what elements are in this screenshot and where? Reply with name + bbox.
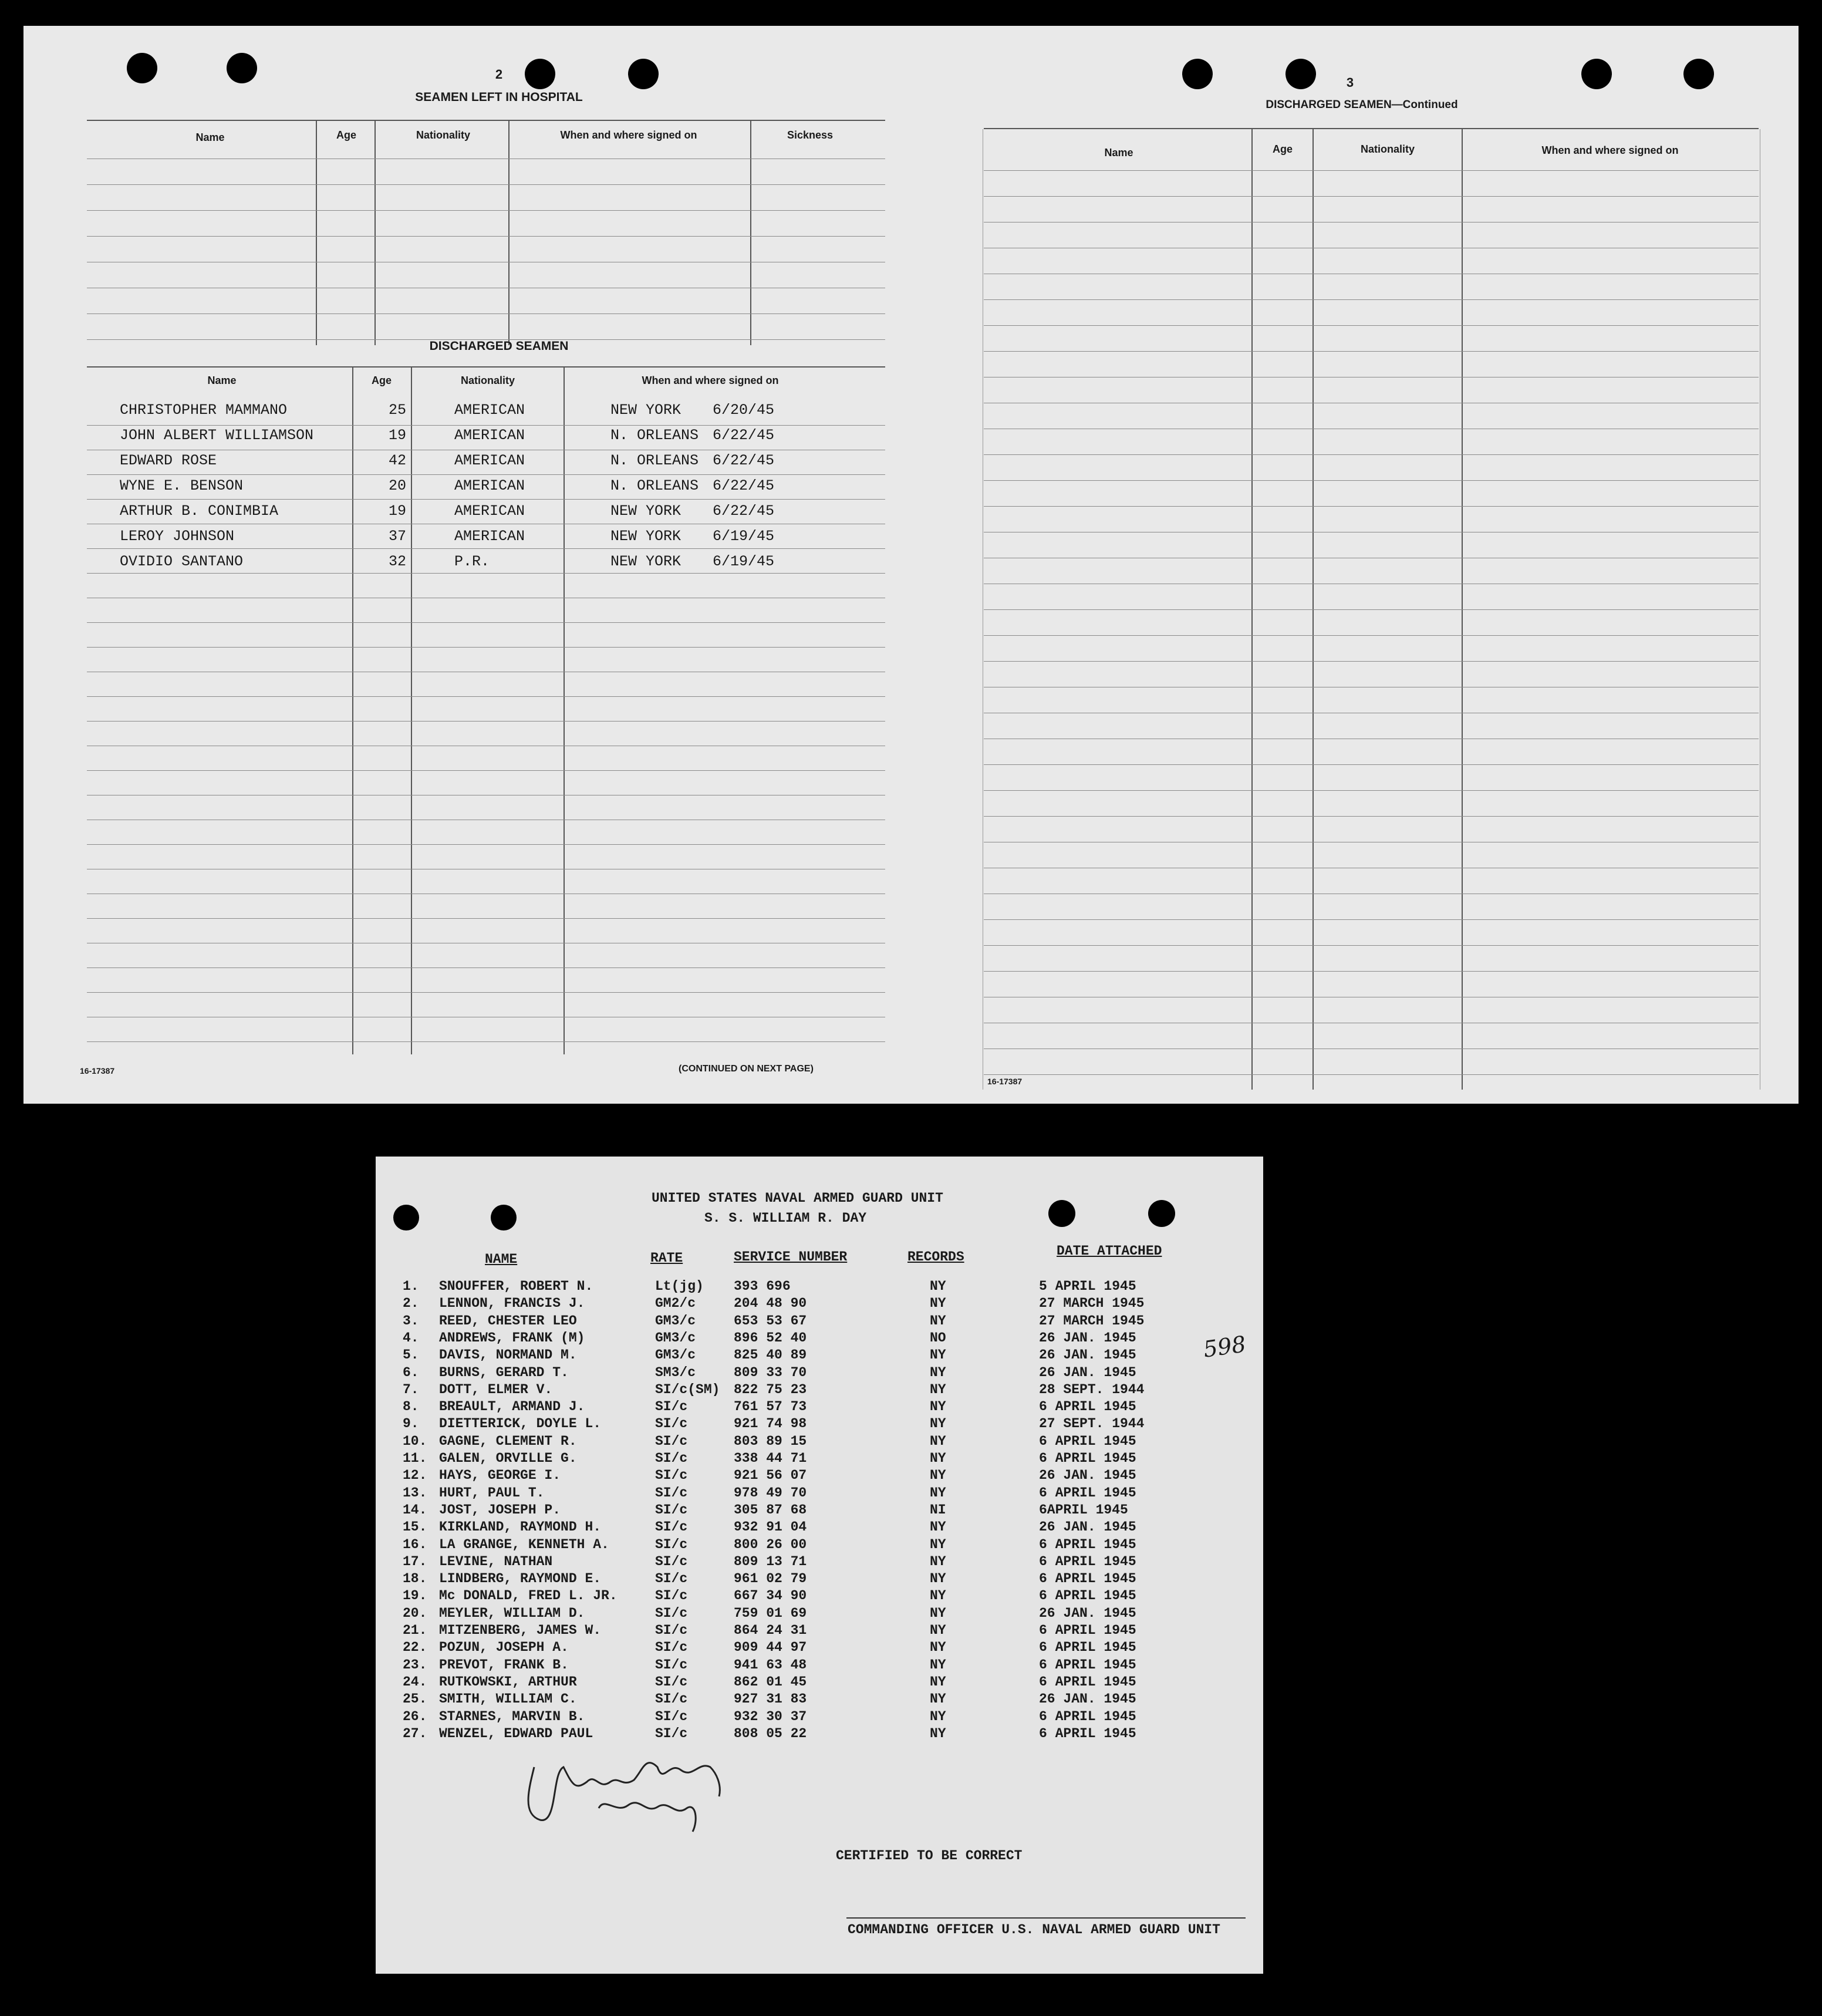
row-number: 15. bbox=[403, 1519, 427, 1535]
col-header-nationality: Nationality bbox=[1360, 143, 1415, 155]
seaman-name: LEROY JOHNSON bbox=[120, 528, 235, 545]
crew-records: NY bbox=[930, 1726, 946, 1741]
ledger-rule bbox=[87, 647, 885, 648]
ledger-rule bbox=[984, 764, 1759, 765]
crew-rate: SI/c bbox=[655, 1537, 688, 1552]
crew-rate: SM3/c bbox=[655, 1365, 696, 1380]
row-number: 23. bbox=[403, 1657, 427, 1673]
crew-rate: SI/c bbox=[655, 1485, 688, 1501]
crew-date-attached: 6 APRIL 1945 bbox=[1039, 1451, 1136, 1466]
row-number: 10. bbox=[403, 1434, 427, 1449]
crew-date-attached: 6 APRIL 1945 bbox=[1039, 1485, 1136, 1501]
crew-name: GALEN, ORVILLE G. bbox=[439, 1451, 577, 1466]
seaman-signed-date: 6/19/45 bbox=[713, 528, 775, 545]
crew-records: NY bbox=[930, 1399, 946, 1414]
row-number: 26. bbox=[403, 1709, 427, 1724]
col-header-service-number: SERVICE NUMBER bbox=[734, 1249, 848, 1265]
crew-service-number: 305 87 68 bbox=[734, 1502, 807, 1518]
crew-records: NY bbox=[930, 1674, 946, 1690]
crew-records: NY bbox=[930, 1313, 946, 1329]
ledger-rule bbox=[984, 945, 1759, 946]
crew-records: NY bbox=[930, 1537, 946, 1552]
ledger-rule bbox=[87, 721, 885, 722]
ledger-rule bbox=[984, 506, 1759, 507]
crew-rate: SI/c bbox=[655, 1691, 688, 1707]
crew-rate: SI/c bbox=[655, 1554, 688, 1569]
ledger-rule bbox=[87, 622, 885, 623]
crew-date-attached: 6 APRIL 1945 bbox=[1039, 1434, 1136, 1449]
seaman-nationality: AMERICAN bbox=[454, 452, 525, 469]
seaman-age: 37 bbox=[389, 528, 407, 545]
ledger-rule bbox=[984, 1074, 1759, 1075]
crew-records: NY bbox=[930, 1416, 946, 1431]
crew-records: NY bbox=[930, 1296, 946, 1311]
crew-rate: SI/c bbox=[655, 1399, 688, 1414]
row-number: 4. bbox=[403, 1330, 419, 1346]
crew-rate: SI/c bbox=[655, 1416, 688, 1431]
row-number: 2. bbox=[403, 1296, 419, 1311]
crew-records: NY bbox=[930, 1691, 946, 1707]
crew-date-attached: 26 JAN. 1945 bbox=[1039, 1347, 1136, 1363]
ledger-rule bbox=[984, 816, 1759, 817]
row-number: 17. bbox=[403, 1554, 427, 1569]
crew-name: STARNES, MARVIN B. bbox=[439, 1709, 585, 1724]
row-number: 16. bbox=[403, 1537, 427, 1552]
crew-name: MEYLER, WILLIAM D. bbox=[439, 1606, 585, 1621]
seaman-name: CHRISTOPHER MAMMANO bbox=[120, 402, 288, 419]
crew-rate: SI/c bbox=[655, 1606, 688, 1621]
ledger-rule bbox=[984, 351, 1759, 352]
crew-date-attached: 6 APRIL 1945 bbox=[1039, 1554, 1136, 1569]
crew-records: NY bbox=[930, 1623, 946, 1638]
crew-rate: SI/c bbox=[655, 1451, 688, 1466]
page-left bbox=[23, 26, 916, 1104]
crew-date-attached: 6 APRIL 1945 bbox=[1039, 1657, 1136, 1673]
col-header-age: Age bbox=[336, 129, 356, 141]
ledger-rule bbox=[984, 480, 1759, 481]
crew-name: JOST, JOSEPH P. bbox=[439, 1502, 561, 1518]
col-header-name: Name bbox=[1104, 147, 1133, 159]
crew-date-attached: 6 APRIL 1945 bbox=[1039, 1709, 1136, 1724]
crew-rate: SI/c bbox=[655, 1502, 688, 1518]
ledger-rule bbox=[984, 790, 1759, 791]
crew-rate: GM3/c bbox=[655, 1313, 696, 1329]
crew-service-number: 761 57 73 bbox=[734, 1399, 807, 1414]
crew-name: Mc DONALD, FRED L. JR. bbox=[439, 1588, 618, 1603]
ledger-rule bbox=[984, 661, 1759, 662]
crew-date-attached: 6 APRIL 1945 bbox=[1039, 1537, 1136, 1552]
roster-subtitle: S. S. WILLIAM R. DAY bbox=[704, 1211, 867, 1226]
crew-rate: SI/c bbox=[655, 1623, 688, 1638]
crew-records: NY bbox=[930, 1657, 946, 1673]
crew-date-attached: 6 APRIL 1945 bbox=[1039, 1674, 1136, 1690]
col-header-signed-on: When and where signed on bbox=[1541, 144, 1679, 156]
seaman-signed-place: NEW YORK bbox=[610, 402, 681, 419]
seaman-age: 20 bbox=[389, 477, 407, 494]
col-header-signed-on: When and where signed on bbox=[642, 375, 779, 386]
crew-service-number: 932 91 04 bbox=[734, 1519, 807, 1535]
ledger-rule bbox=[984, 919, 1759, 920]
ledger-rule bbox=[984, 196, 1759, 197]
crew-date-attached: 6 APRIL 1945 bbox=[1039, 1588, 1136, 1603]
row-number: 6. bbox=[403, 1365, 419, 1380]
crew-service-number: 653 53 67 bbox=[734, 1313, 807, 1329]
row-number: 21. bbox=[403, 1623, 427, 1638]
row-number: 3. bbox=[403, 1313, 419, 1329]
crew-service-number: 927 31 83 bbox=[734, 1691, 807, 1707]
crew-service-number: 862 01 45 bbox=[734, 1674, 807, 1690]
crew-date-attached: 26 JAN. 1945 bbox=[1039, 1606, 1136, 1621]
crew-service-number: 909 44 97 bbox=[734, 1640, 807, 1655]
crew-records: NY bbox=[930, 1365, 946, 1380]
crew-name: REED, CHESTER LEO bbox=[439, 1313, 577, 1329]
crew-name: BURNS, GERARD T. bbox=[439, 1365, 569, 1380]
crew-date-attached: 27 MARCH 1945 bbox=[1039, 1313, 1145, 1329]
row-number: 20. bbox=[403, 1606, 427, 1621]
seaman-age: 42 bbox=[389, 452, 407, 469]
crew-name: LEVINE, NATHAN bbox=[439, 1554, 553, 1569]
seaman-age: 32 bbox=[389, 553, 407, 570]
crew-name: DIETTERICK, DOYLE L. bbox=[439, 1416, 602, 1431]
commanding-officer-line: COMMANDING OFFICER U.S. NAVAL ARMED GUARD UNIT bbox=[848, 1922, 1220, 1937]
row-number: 7. bbox=[403, 1382, 419, 1397]
crew-date-attached: 27 MARCH 1945 bbox=[1039, 1296, 1145, 1311]
crew-date-attached: 6 APRIL 1945 bbox=[1039, 1623, 1136, 1638]
ledger-rule bbox=[87, 425, 885, 426]
crew-date-attached: 26 JAN. 1945 bbox=[1039, 1468, 1136, 1483]
seaman-signed-date: 6/19/45 bbox=[713, 553, 775, 570]
crew-service-number: 941 63 48 bbox=[734, 1657, 807, 1673]
crew-name: PREVOT, FRANK B. bbox=[439, 1657, 569, 1673]
crew-name: LENNON, FRANCIS J. bbox=[439, 1296, 585, 1311]
ledger-rule bbox=[984, 609, 1759, 610]
ledger-rule bbox=[87, 474, 885, 475]
crew-rate: SI/c bbox=[655, 1588, 688, 1603]
seaman-signed-date: 6/20/45 bbox=[713, 402, 775, 419]
col-header-sickness: Sickness bbox=[787, 129, 834, 141]
crew-date-attached: 26 JAN. 1945 bbox=[1039, 1691, 1136, 1707]
crew-date-attached: 6 APRIL 1945 bbox=[1039, 1726, 1136, 1741]
crew-rate: SI/c bbox=[655, 1674, 688, 1690]
crew-name: BREAULT, ARMAND J. bbox=[439, 1399, 585, 1414]
crew-date-attached: 5 APRIL 1945 bbox=[1039, 1279, 1136, 1294]
seaman-age: 25 bbox=[389, 402, 407, 419]
margin-note: 598 bbox=[1202, 1331, 1248, 1363]
crew-rate: Lt(jg) bbox=[655, 1279, 704, 1294]
row-number: 1. bbox=[403, 1279, 419, 1294]
row-number: 19. bbox=[403, 1588, 427, 1603]
seaman-signed-date: 6/22/45 bbox=[713, 427, 775, 444]
ledger-rule bbox=[87, 499, 885, 500]
crew-rate: SI/c bbox=[655, 1726, 688, 1741]
crew-records: NY bbox=[930, 1588, 946, 1603]
punch-hole bbox=[393, 1205, 419, 1230]
officer-signature bbox=[517, 1749, 740, 1840]
row-number: 5. bbox=[403, 1347, 419, 1363]
ledger-rule bbox=[87, 696, 885, 697]
ledger-rule bbox=[87, 844, 885, 845]
crew-records: NY bbox=[930, 1554, 946, 1569]
page-number: 3 bbox=[1346, 75, 1354, 90]
roster-title: UNITED STATES NAVAL ARMED GUARD UNIT bbox=[652, 1191, 943, 1206]
seaman-nationality: AMERICAN bbox=[454, 503, 525, 520]
row-number: 13. bbox=[403, 1485, 427, 1501]
ledger-rule bbox=[87, 967, 885, 968]
crew-rate: SI/c bbox=[655, 1519, 688, 1535]
crew-name: POZUN, JOSEPH A. bbox=[439, 1640, 569, 1655]
crew-name: SMITH, WILLIAM C. bbox=[439, 1691, 577, 1707]
seaman-nationality: AMERICAN bbox=[454, 427, 525, 444]
crew-records: NY bbox=[930, 1709, 946, 1724]
crew-service-number: 978 49 70 bbox=[734, 1485, 807, 1501]
seaman-name: JOHN ALBERT WILLIAMSON bbox=[120, 427, 314, 444]
crew-records: NY bbox=[930, 1382, 946, 1397]
seaman-name: EDWARD ROSE bbox=[120, 452, 217, 469]
crew-records: NY bbox=[930, 1434, 946, 1449]
crew-name: ANDREWS, FRANK (M) bbox=[439, 1330, 585, 1346]
ledger-rule bbox=[87, 573, 885, 574]
crew-records: NY bbox=[930, 1571, 946, 1586]
row-number: 22. bbox=[403, 1640, 427, 1655]
crew-name: SNOUFFER, ROBERT N. bbox=[439, 1279, 593, 1294]
crew-rate: SI/c bbox=[655, 1434, 688, 1449]
crew-service-number: 822 75 23 bbox=[734, 1382, 807, 1397]
punch-hole bbox=[491, 1205, 517, 1230]
seaman-name: ARTHUR B. CONIMBIA bbox=[120, 503, 279, 520]
col-header-nationality: Nationality bbox=[460, 375, 515, 386]
crew-records: NY bbox=[930, 1347, 946, 1363]
col-header-records: RECORDS bbox=[907, 1249, 964, 1265]
crew-name: HURT, PAUL T. bbox=[439, 1485, 545, 1501]
crew-rate: SI/c bbox=[655, 1571, 688, 1586]
crew-service-number: 932 30 37 bbox=[734, 1709, 807, 1724]
seaman-age: 19 bbox=[389, 503, 407, 520]
seaman-signed-date: 6/22/45 bbox=[713, 503, 775, 520]
crew-date-attached: 26 JAN. 1945 bbox=[1039, 1365, 1136, 1380]
row-number: 14. bbox=[403, 1502, 427, 1518]
crew-rate: SI/c bbox=[655, 1468, 688, 1483]
crew-records: NY bbox=[930, 1485, 946, 1501]
punch-hole bbox=[1148, 1200, 1175, 1227]
ledger-rule bbox=[87, 992, 885, 993]
seaman-nationality: AMERICAN bbox=[454, 477, 525, 494]
continued-note: (CONTINUED ON NEXT PAGE) bbox=[679, 1064, 814, 1074]
crew-records: NY bbox=[930, 1640, 946, 1655]
right-section-title: DISCHARGED SEAMEN—Continued bbox=[1266, 99, 1458, 111]
crew-name: LA GRANGE, KENNETH A. bbox=[439, 1537, 609, 1552]
form-number: 16-17387 bbox=[80, 1066, 115, 1076]
crew-service-number: 338 44 71 bbox=[734, 1451, 807, 1466]
certified-statement: CERTIFIED TO BE CORRECT bbox=[836, 1848, 1023, 1863]
seaman-name: WYNE E. BENSON bbox=[120, 477, 244, 494]
seaman-age: 19 bbox=[389, 427, 407, 444]
crew-service-number: 809 13 71 bbox=[734, 1554, 807, 1569]
logbook-spread bbox=[23, 26, 1799, 1104]
col-header-date-attached: DATE ATTACHED bbox=[1057, 1243, 1162, 1259]
crew-date-attached: 28 SEPT. 1944 bbox=[1039, 1382, 1145, 1397]
seaman-nationality: AMERICAN bbox=[454, 402, 525, 419]
ledger-rule bbox=[984, 635, 1759, 636]
crew-name: DAVIS, NORMAND M. bbox=[439, 1347, 577, 1363]
crew-service-number: 896 52 40 bbox=[734, 1330, 807, 1346]
col-header-age: Age bbox=[1272, 143, 1293, 155]
crew-rate: GM3/c bbox=[655, 1330, 696, 1346]
ledger-rule bbox=[984, 454, 1759, 455]
crew-name: DOTT, ELMER V. bbox=[439, 1382, 553, 1397]
crew-service-number: 808 05 22 bbox=[734, 1726, 807, 1741]
row-number: 27. bbox=[403, 1726, 427, 1741]
crew-service-number: 961 02 79 bbox=[734, 1571, 807, 1586]
crew-date-attached: 6 APRIL 1945 bbox=[1039, 1399, 1136, 1414]
row-number: 11. bbox=[403, 1451, 427, 1466]
crew-date-attached: 27 SEPT. 1944 bbox=[1039, 1416, 1145, 1431]
seaman-signed-place: N. ORLEANS bbox=[610, 477, 699, 494]
crew-service-number: 809 33 70 bbox=[734, 1365, 807, 1380]
crew-name: KIRKLAND, RAYMOND H. bbox=[439, 1519, 602, 1535]
crew-records: NY bbox=[930, 1451, 946, 1466]
crew-records: NY bbox=[930, 1279, 946, 1294]
punch-hole bbox=[1048, 1200, 1075, 1227]
crew-records: NO bbox=[930, 1330, 946, 1346]
page-number: 2 bbox=[495, 67, 503, 82]
crew-records: NY bbox=[930, 1468, 946, 1483]
ledger-rule bbox=[984, 299, 1759, 300]
col-header-name: Name bbox=[207, 375, 237, 386]
ledger-rule bbox=[984, 325, 1759, 326]
crew-name: MITZENBERG, JAMES W. bbox=[439, 1623, 602, 1638]
ledger-rule bbox=[87, 918, 885, 919]
crew-records: NI bbox=[930, 1502, 946, 1518]
crew-rate: SI/c bbox=[655, 1709, 688, 1724]
crew-service-number: 803 89 15 bbox=[734, 1434, 807, 1449]
col-header-signed-on: When and where signed on bbox=[560, 129, 697, 141]
ledger-rule bbox=[87, 548, 885, 549]
crew-service-number: 921 74 98 bbox=[734, 1416, 807, 1431]
crew-date-attached: 6 APRIL 1945 bbox=[1039, 1640, 1136, 1655]
col-header-name: NAME bbox=[485, 1252, 518, 1267]
crew-service-number: 204 48 90 bbox=[734, 1296, 807, 1311]
discharged-section-title: DISCHARGED SEAMEN bbox=[429, 339, 569, 353]
crew-date-attached: 26 JAN. 1945 bbox=[1039, 1519, 1136, 1535]
seaman-signed-date: 6/22/45 bbox=[713, 477, 775, 494]
crew-name: LINDBERG, RAYMOND E. bbox=[439, 1571, 602, 1586]
armed-guard-roster bbox=[376, 1157, 1263, 1974]
crew-service-number: 864 24 31 bbox=[734, 1623, 807, 1638]
crew-service-number: 759 01 69 bbox=[734, 1606, 807, 1621]
ledger-rule bbox=[984, 971, 1759, 972]
crew-rate: SI/c bbox=[655, 1640, 688, 1655]
col-header-age: Age bbox=[371, 375, 392, 386]
hospital-section-title: SEAMEN LEFT IN HOSPITAL bbox=[415, 90, 583, 104]
seaman-signed-place: NEW YORK bbox=[610, 553, 681, 570]
seaman-signed-date: 6/22/45 bbox=[713, 452, 775, 469]
seaman-nationality: P.R. bbox=[454, 553, 490, 570]
col-header-name: Name bbox=[195, 132, 225, 143]
seaman-name: OVIDIO SANTANO bbox=[120, 553, 244, 570]
col-header-rate: RATE bbox=[650, 1250, 683, 1266]
crew-service-number: 921 56 07 bbox=[734, 1468, 807, 1483]
row-number: 8. bbox=[403, 1399, 419, 1414]
seaman-signed-place: NEW YORK bbox=[610, 503, 681, 520]
seaman-signed-place: N. ORLEANS bbox=[610, 452, 699, 469]
crew-date-attached: 6APRIL 1945 bbox=[1039, 1502, 1128, 1518]
crew-name: GAGNE, CLEMENT R. bbox=[439, 1434, 577, 1449]
row-number: 9. bbox=[403, 1416, 419, 1431]
ledger-rule bbox=[87, 770, 885, 771]
crew-rate: GM3/c bbox=[655, 1347, 696, 1363]
crew-name: HAYS, GEORGE I. bbox=[439, 1468, 561, 1483]
crew-name: RUTKOWSKI, ARTHUR bbox=[439, 1674, 577, 1690]
ledger-rule bbox=[87, 1041, 885, 1042]
crew-date-attached: 26 JAN. 1945 bbox=[1039, 1330, 1136, 1346]
crew-date-attached: 6 APRIL 1945 bbox=[1039, 1571, 1136, 1586]
row-number: 12. bbox=[403, 1468, 427, 1483]
crew-rate: GM2/c bbox=[655, 1296, 696, 1311]
crew-service-number: 825 40 89 bbox=[734, 1347, 807, 1363]
row-number: 25. bbox=[403, 1691, 427, 1707]
row-number: 24. bbox=[403, 1674, 427, 1690]
seaman-nationality: AMERICAN bbox=[454, 528, 525, 545]
seaman-signed-place: NEW YORK bbox=[610, 528, 681, 545]
page-right bbox=[916, 26, 1799, 1104]
crew-records: NY bbox=[930, 1606, 946, 1621]
row-number: 18. bbox=[403, 1571, 427, 1586]
crew-service-number: 393 696 bbox=[734, 1279, 791, 1294]
ledger-rule bbox=[984, 170, 1759, 171]
form-number: 16-17387 bbox=[987, 1077, 1023, 1086]
crew-name: WENZEL, EDWARD PAUL bbox=[439, 1726, 593, 1741]
crew-rate: SI/c(SM) bbox=[655, 1382, 720, 1397]
crew-rate: SI/c bbox=[655, 1657, 688, 1673]
seaman-signed-place: N. ORLEANS bbox=[610, 427, 699, 444]
crew-records: NY bbox=[930, 1519, 946, 1535]
crew-service-number: 800 26 00 bbox=[734, 1537, 807, 1552]
crew-service-number: 667 34 90 bbox=[734, 1588, 807, 1603]
col-header-nationality: Nationality bbox=[416, 129, 470, 141]
